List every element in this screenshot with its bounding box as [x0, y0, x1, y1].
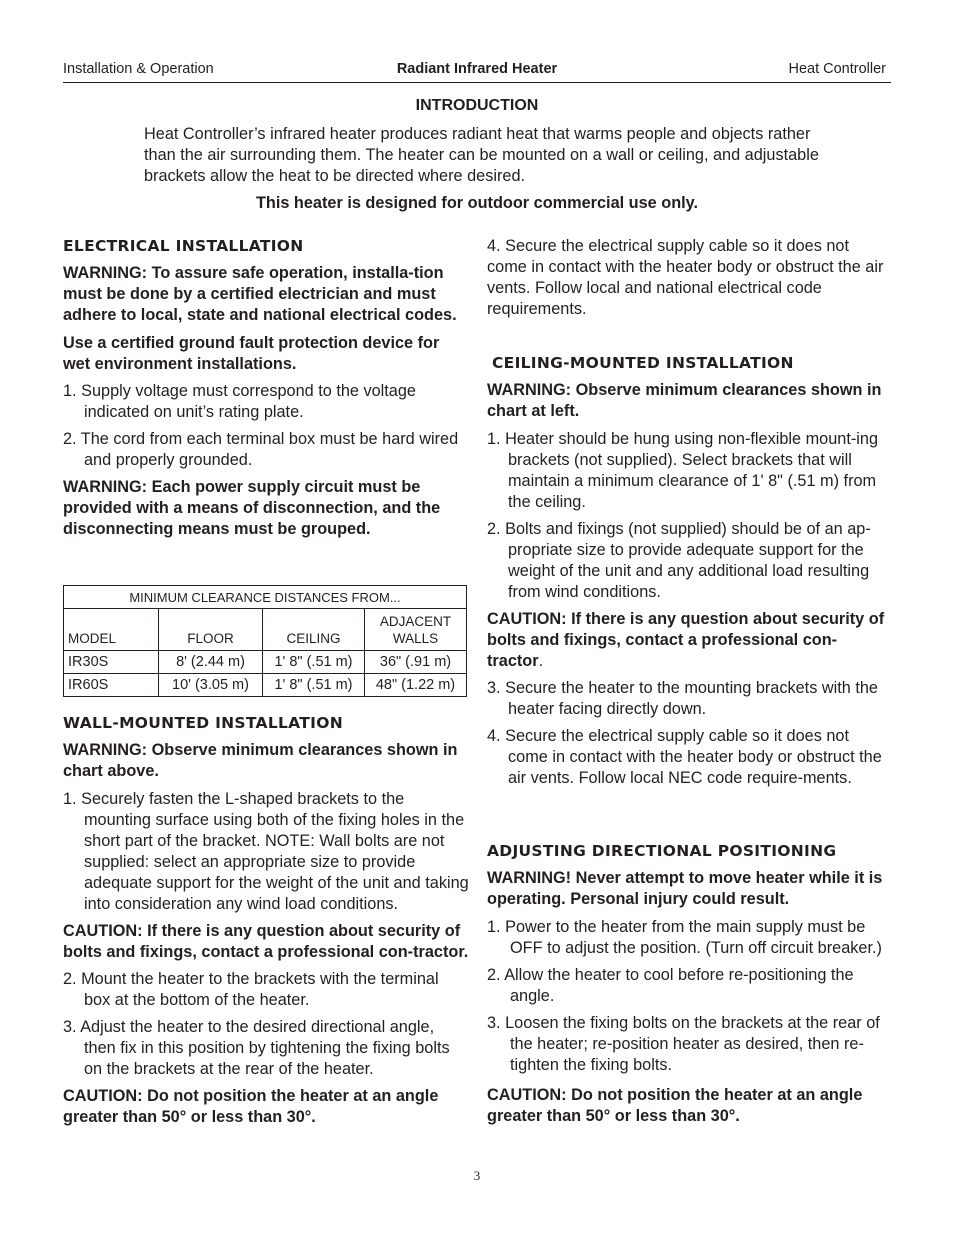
col-ceiling: CEILING — [263, 609, 365, 651]
table-row — [64, 651, 467, 674]
table-row — [64, 674, 467, 697]
header-left: Installation & Operation — [63, 61, 214, 77]
intro-title: INTRODUCTION — [415, 97, 539, 114]
ceiling-section — [487, 353, 892, 789]
clearance-table — [63, 585, 467, 697]
ceiling-warning: WARNING: Observe minimum clearances shown in chart at left. — [487, 381, 882, 420]
wall-heading: WALL-MOUNTED INSTALLATION — [63, 714, 343, 732]
col-walls-line2: WALLS — [392, 631, 439, 646]
intro-text: Heat Controller’s infrared heater produces radiant heat that warms people and objects rather than the air surrounding them. The heater can be mounted on a wall or ceiling, and adjustable brackets allow the heat to be directed where desired. — [144, 125, 819, 185]
col-walls-line1: ADJACENT — [379, 614, 452, 629]
cell-floor: 10' (3.05 m) — [159, 674, 263, 697]
adjusting-caution: CAUTION: Do not position the heater at an angle greater than 50° or less than 30°. — [487, 1086, 863, 1125]
electrical-warning-2: Use a certified ground fault protection device for wet environment installations. — [63, 334, 440, 373]
header-rule — [63, 82, 891, 83]
cell-walls: 36" (.91 m) — [365, 651, 467, 674]
ceiling-caution — [487, 609, 892, 672]
electrical-item-1: 1. Supply voltage must correspond to the voltage indicated on unit’s rating plate. — [63, 382, 416, 421]
ceiling-item-4: 4. Secure the electrical supply cable so it does not come in contact with the heater body or obstruct the air vents. Follow local NEC code require-ments. — [487, 727, 882, 787]
adjusting-warning: WARNING! Never attempt to move heater while it is operating. Personal injury could result. — [487, 869, 883, 908]
wall-item-1: 1. Securely fasten the L-shaped brackets to the mounting surface using both of the fixing holes in the short part of the bracket. NOTE: Wall bolts are not supplied: select an appropriate size to provide adequate support for the weight of the unit and taking into consideration any wind load conditions. — [63, 790, 469, 913]
wall-caution-2: CAUTION: Do not position the heater at an angle greater than 50° or less than 30°. — [63, 1087, 439, 1126]
wall-item-3: 3. Adjust the heater to the desired directional angle, then fix in this position by tightening the fixing bolts on the brackets at the rear of the heater. — [63, 1018, 450, 1078]
electrical-item-4-block — [487, 236, 892, 320]
adjusting-section — [487, 841, 892, 1127]
header-title: Radiant Infrared Heater — [396, 61, 558, 77]
ceiling-caution-end: . — [538, 652, 544, 670]
cell-ceiling: 1' 8" (.51 m) — [263, 651, 365, 674]
intro-note: This heater is designed for outdoor commercial use only. — [255, 194, 699, 212]
ceiling-item-3: 3. Secure the heater to the mounting brackets with the heater facing directly down. — [487, 679, 878, 718]
cell-walls: 48" (1.22 m) — [365, 674, 467, 697]
cell-floor: 8' (2.44 m) — [159, 651, 263, 674]
electrical-warning-1: WARNING: To assure safe operation, installa-tion must be done by a certified electrician and must adhere to local, state and national electrical codes. — [63, 264, 457, 324]
clearance-table-caption: MINIMUM CLEARANCE DISTANCES FROM... — [64, 586, 467, 609]
ceiling-item-2: 2. Bolts and fixings (not supplied) should be of an ap-propriate size to provide adequate support for the weight of the unit and any additional load resulting from wind conditions. — [487, 520, 871, 601]
page-number: 3 — [473, 1168, 481, 1183]
electrical-item-4: 4. Secure the electrical supply cable so it does not come in contact with the heater body or obstruct the air vents. Follow local and national electrical code requirements. — [487, 237, 884, 318]
wall-warning: WARNING: Observe minimum clearances shown in chart above. — [63, 741, 458, 780]
adjusting-item-1: 1. Power to the heater from the main supply must be OFF to adjust the position. (Turn off circuit breaker.) — [487, 918, 882, 957]
ceiling-item-1: 1. Heater should be hung using non-flexible mount-ing brackets (not supplied). Select brackets that will maintain a minimum clearance of 1' 8" (.51 m) from the ceiling. — [487, 430, 879, 511]
cell-model: IR30S — [64, 651, 159, 674]
wall-caution-1: CAUTION: If there is any question about security of bolts and fixings, contact a professional con-tractor. — [63, 922, 469, 961]
adjusting-item-2: 2. Allow the heater to cool before re-positioning the angle. — [487, 966, 854, 1005]
adjusting-item-3: 3. Loosen the fixing bolts on the brackets at the rear of the heater; re-position heater as desired, then re-tighten the fixing bolts. — [487, 1014, 880, 1074]
adjusting-heading: ADJUSTING DIRECTIONAL POSITIONING — [487, 842, 837, 860]
electrical-item-2: 2. The cord from each terminal box must be hard wired and properly grounded. — [63, 430, 459, 469]
electrical-heading: ELECTRICAL INSTALLATION — [63, 237, 304, 255]
col-model: MODEL — [64, 609, 159, 651]
ceiling-caution-bold: CAUTION: If there is any question about security of bolts and fixings, contact a professional con-tractor — [487, 610, 885, 670]
wall-section — [63, 713, 469, 1128]
header-right: Heat Controller — [788, 61, 886, 77]
wall-item-2: 2. Mount the heater to the brackets with the terminal box at the bottom of the heater. — [63, 970, 439, 1009]
electrical-warning-3: WARNING: Each power supply circuit must be provided with a means of disconnection, and the disconnecting means must be grouped. — [63, 478, 441, 538]
cell-ceiling: 1' 8" (.51 m) — [263, 674, 365, 697]
col-floor: FLOOR — [159, 609, 263, 651]
cell-model: IR60S — [64, 674, 159, 697]
ceiling-heading: CEILING-MOUNTED INSTALLATION — [492, 354, 794, 372]
col-walls — [365, 609, 467, 651]
electrical-section — [63, 236, 468, 540]
